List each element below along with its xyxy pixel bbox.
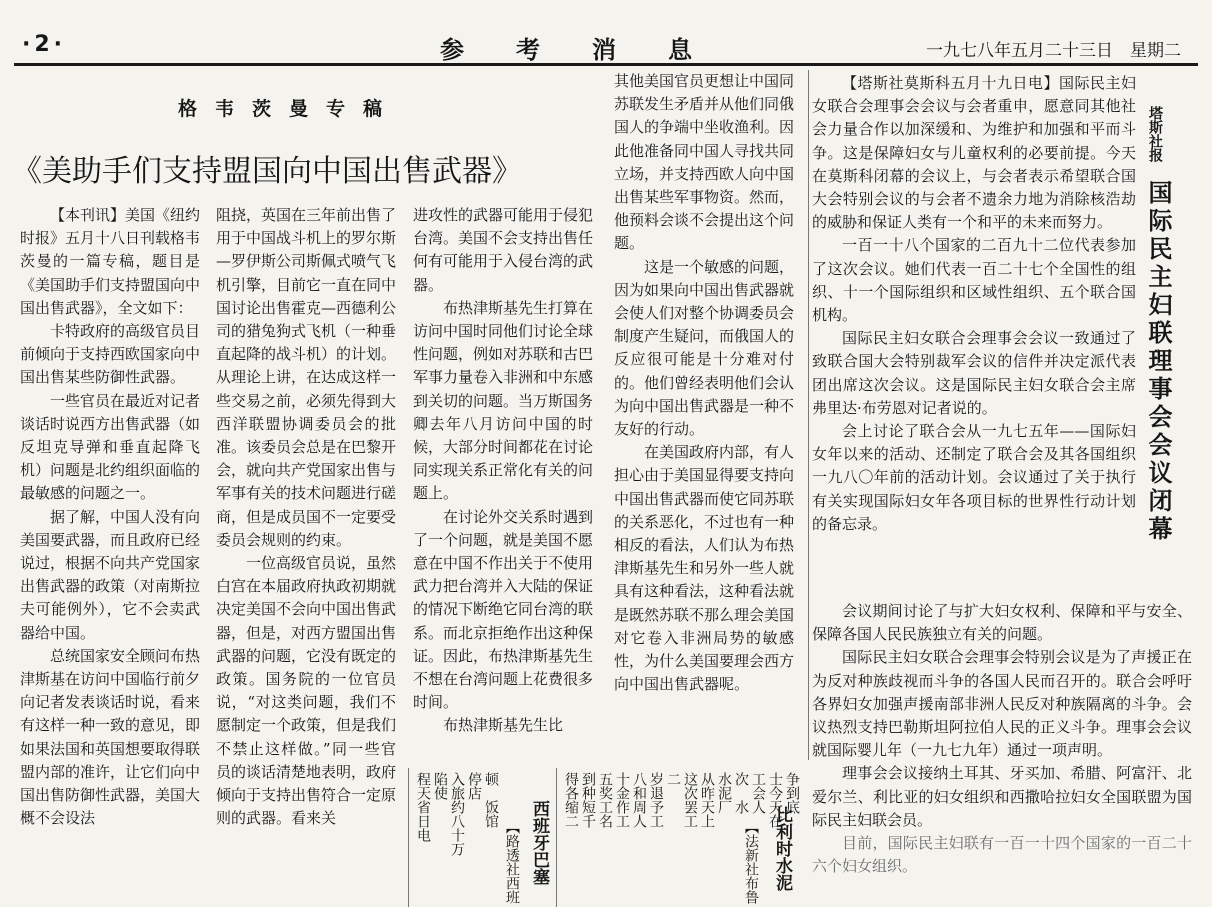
vertical-text-line: 工会人 xyxy=(750,772,766,814)
paragraph: 国际民主妇女联合会理事会会议一致通过了致联合国大会特别裁军会议的信件并决定派代表团出席这次会议。这是国际民主妇女联合会主席弗里达·布劳恩对记者说的。 xyxy=(812,329,1136,417)
vertical-text-line: 陷使 xyxy=(432,772,448,800)
paragraph: 进攻性的武器可能用于侵犯台湾。美国不会支持出售任何有可能用于入侵台湾的武器。 xyxy=(413,206,593,294)
paragraph: 理事会会议接纳土耳其、牙买加、希腊、阿富汗、北爱尔兰、利比亚的妇女组织和西撒哈拉妇女全国联盟为国际民主妇联会员。 xyxy=(812,764,1192,829)
article-source: 【法新社布鲁 xyxy=(743,820,759,904)
article-source: 【路透社西班 xyxy=(504,820,520,904)
vertical-text-line: 五奖工名 xyxy=(597,772,613,828)
paragraph: 会议期间讨论了与扩大妇女权利、保障和平与安全、保障各国人民民族独立有关的问题。 xyxy=(812,602,1192,644)
paragraph: 阻挠，英国在三年前出售了用于中国战斗机上的罗尔斯—罗伊斯公司斯佩式喷气飞机引擎，目前它一直在同中国讨论出售霍克—西德利公司的猎兔狗式飞机（一种垂直起降的战斗机）的计划。从理论上讲，在达成这样一些交易之前，必须先得到大西洋联盟协调委员会的批准。该委员会总是在巴黎开会，就向共产党国家出售与军事有关的技术问题进行磋商，但是成员国不一定要受委员会规则的约束。 xyxy=(216,206,396,549)
vertical-text-line: 顿 饭馆 xyxy=(483,772,499,828)
paragraph: 一位高级官员说，虽然白宫在本届政府执政初期就决定美国不会向中国出售武器，但是，对西方盟国出售武器的问题，它没有既定的政策。国务院的一位官员说，“对这类问题，我们不愿制定一个政策，但是我们不禁止这样做。”同一些官员的谈话清楚地表明，政府倾向于支持出售符合一定原则的武器。看来关 xyxy=(216,554,396,828)
article-column-2 xyxy=(216,204,396,907)
vertical-text-line: 得各缩二 xyxy=(563,772,579,828)
vertical-text-line: 水泥厂 xyxy=(716,772,732,814)
vertical-text-line: 这次罢工 xyxy=(682,772,698,828)
vertical-text-line: 入旅约八十万 xyxy=(449,772,465,856)
vertical-text-line: 十金作工 xyxy=(614,772,630,828)
article-column-tass xyxy=(812,72,1136,602)
article-column-3 xyxy=(413,204,593,759)
vertical-text-line: 到种短千 xyxy=(580,772,596,828)
issue-date: 一九七八年五月二十三日 星期二 xyxy=(926,41,1181,61)
article-column-4 xyxy=(614,70,794,760)
vertical-text-line: 二 xyxy=(665,772,681,786)
article-headline-vertical: 比利时水泥 xyxy=(772,806,792,891)
paragraph: 【塔斯社莫斯科五月十九日电】国际民主妇女联合会理事会会议与会者重申，愿意同其他社会力量合作以加深缓和、为维护和加强和平而斗争。这是保障妇女与儿童权利的必要前提。今天在莫斯科闭幕的会议上，与会者表示希望联合国大会特别会议的与会者不遗余力地为消除核浩劫的威胁和保证人类有一个和平的未来而努力。 xyxy=(812,74,1136,232)
paragraph: 在讨论外交关系时遇到了一个问题，就是美国不愿意在中国不作出关于不使用武力把台湾并入大陆的保证的情况下断绝它同台湾的联系。而北京拒绝作出这种保证。因此，布热津斯基先生不想在台湾问题上花费很多时间。 xyxy=(413,507,593,712)
vertical-text-line: 岁退予工 xyxy=(648,772,664,828)
paragraph: 卡特政府的高级官员目前倾向于支持西欧国家向中国出售某些防御性武器。 xyxy=(20,322,200,387)
paragraph: 总统国家安全顾问布热津斯基在访问中国临行前夕向记者发表谈话时说，看来有这样一种一致的意见，即如果法国和英国想要取得联盟内部的准许，让它们向中国出售防御性武器，美国大概不会设法 xyxy=(20,646,200,828)
vertical-text-line: 争到底 xyxy=(784,772,800,814)
vertical-text-line: 停店 xyxy=(466,772,482,800)
page-header xyxy=(0,0,1212,62)
article-column-tass-cont xyxy=(812,600,1192,900)
paragraph: 布热津斯基先生打算在访问中国时同他们讨论全球性问题，例如对苏联和古巴军事力量卷入非洲和中东感到关切的问题。当万斯国务卿去年八月访问中国的时候，大部分时间都花在讨论同实现关系正常化有关的问题上。 xyxy=(413,298,593,503)
paragraph: 在美国政府内部，有人担心由于美国显得要支持向中国出售武器而使它同苏联的关系恶化，不过也有一种相反的看法，人们认为布热津斯基先生和另外一些人就具有这种看法，这种看法就是既然苏联不那么理会美国对它卷入非洲局势的敏感性，为什么美国要理会西方向中国出售武器呢。 xyxy=(614,443,794,694)
paragraph: 会上讨论了联合会从一九七五年——国际妇女年以来的活动、还制定了联合会及其各国组织一九八〇年前的活动计划。会议通过了关于执行有关实现国际妇女年各项目标的世界性行动计划的备忘录。 xyxy=(812,422,1136,533)
paragraph: 一些官员在最近对记者谈话时说西方出售武器（如反坦克导弹和垂直起降飞机）问题是北约组织面临的最敏感的问题之一。 xyxy=(20,391,200,503)
vertical-text-line: 次 水 xyxy=(733,772,749,814)
article-headline: 《美助手们支持盟国向中国出售武器》 xyxy=(12,154,522,189)
vertical-text-line: 程天省日电 xyxy=(415,772,431,842)
article-kicker: 格韦茨曼专稿 xyxy=(178,98,401,120)
article-headline-vertical: 国际民主妇联理事会会议闭幕 xyxy=(1144,180,1173,544)
paragraph: 【本刊讯】美国《纽约时报》五月十八日刊载格韦茨曼的一篇专稿，题目是《美国助手们支持盟国向中国出售武器》，全文如下： xyxy=(20,206,200,317)
vertical-text-line: 八和周人 xyxy=(631,772,647,828)
paragraph: 目前，国际民主妇联有一百一十四个国家的一百二十六个妇女组织。 xyxy=(812,834,1192,876)
column-divider xyxy=(556,768,557,907)
vertical-text-line: 士今天在 xyxy=(767,772,783,828)
paragraph: 国际民主妇女联合会理事会特别会议是为了声援正在为反对种族歧视而斗争的各国人民而召开的。联合会呼吁各界妇女加强声援南部非洲人民反对种族隔离的斗争。会议热烈支持巴勒斯坦阿拉伯人民的正义斗争。理事会会议就国际婴儿年（一九七九年）通过一项声明。 xyxy=(812,648,1192,760)
newspaper-title: 参考消息 xyxy=(440,35,744,64)
paragraph: 这是一个敏感的问题，因为如果向中国出售武器就会使人们对整个协调委员会制度产生疑问，而俄国人的反应很可能是十分难对付的。他们曾经表明他们会认为向中国出售武器是一种不友好的行动。 xyxy=(614,257,794,439)
column-divider xyxy=(408,768,409,907)
article-column-1 xyxy=(20,204,200,907)
header-rule xyxy=(14,63,1198,66)
source-label: 塔斯社报 xyxy=(1147,106,1163,162)
article-headline-vertical: 西班牙巴塞 xyxy=(529,800,549,885)
page-number: ·2· xyxy=(22,32,67,57)
paragraph: 一百一十八个国家的二百九十二位代表参加了这次会议。她们代表一百二十七个全国性的组织、十一个国际组织和区域性组织、五个联合国机构。 xyxy=(812,236,1136,325)
paragraph: 布热津斯基先生比 xyxy=(443,716,564,735)
vertical-text-line: 从昨天上 xyxy=(699,772,715,828)
column-divider xyxy=(808,70,809,760)
paragraph: 其他美国官员更想让中国同苏联发生矛盾并从他们同俄国人的争端中坐收渔利。因此他准备同中国人寻找共同立场，并支持西欧人向中国出售某些军事物资。然而，他预料会谈不会提出这个问题。 xyxy=(614,72,794,253)
paragraph: 据了解，中国人没有向美国要武器，而且政府已经说过，根据不向共产党国家出售武器的政策（对南斯拉夫可能例外），它不会卖武器给中国。 xyxy=(20,507,200,642)
